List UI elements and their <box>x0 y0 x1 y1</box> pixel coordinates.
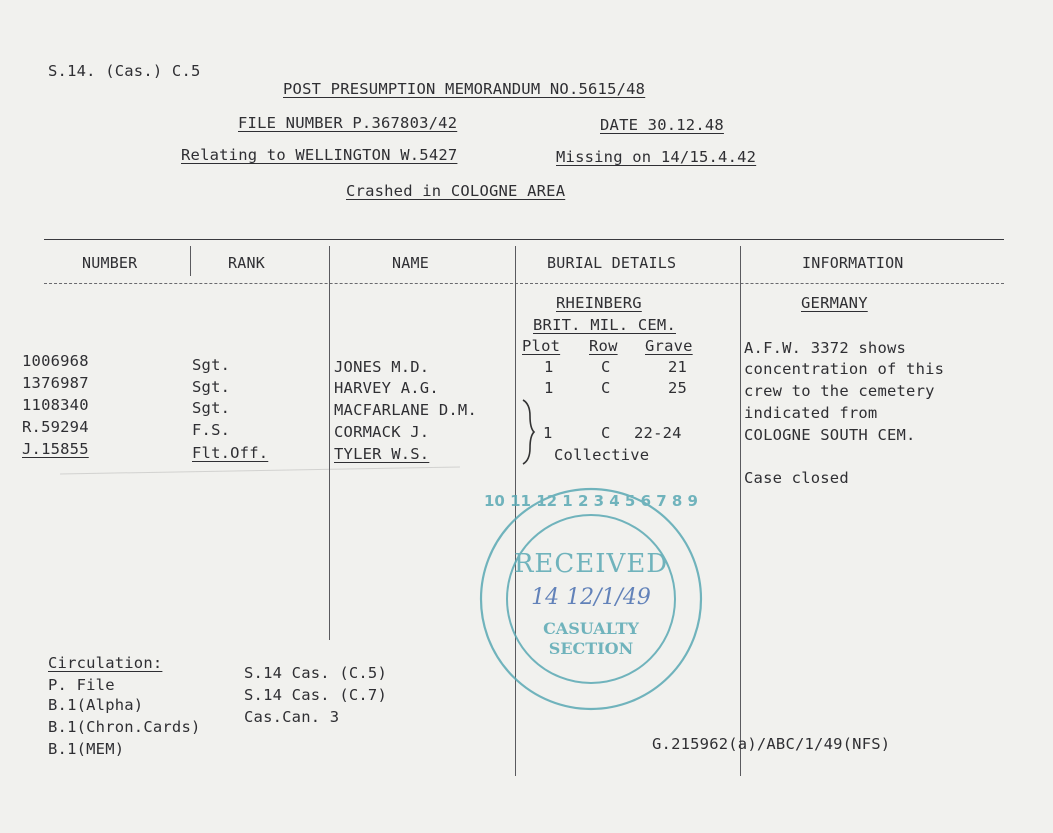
crew-name: CORMACK J. <box>334 423 430 441</box>
memo-title: POST PRESUMPTION MEMORANDUM NO.5615/48 <box>283 80 646 98</box>
crew-name: HARVEY A.G. <box>334 379 439 397</box>
stamp-dept-line2: SECTION <box>548 639 634 658</box>
rank: Sgt. <box>192 356 231 374</box>
service-number: 1376987 <box>22 374 89 392</box>
crew-name: TYLER W.S. <box>334 445 430 463</box>
subheader-grave: Grave <box>645 337 693 355</box>
grave: 25 <box>668 379 688 397</box>
circulation-item: P. File <box>48 676 115 694</box>
plot: 1 <box>544 379 554 397</box>
circulation-item: S.14 Cas. (C.7) <box>244 686 387 704</box>
stamp-dept-line1: CASUALTY <box>543 619 639 638</box>
plot: 1 <box>544 358 554 376</box>
stamp-ring: 10 11 12 1 2 3 4 5 6 7 8 9 <box>484 492 698 510</box>
table-top-rule <box>44 239 1004 240</box>
column-divider-1 <box>190 246 191 276</box>
aircraft-reference: Relating to WELLINGTON W.5427 <box>181 146 458 164</box>
reference-code: S.14. (Cas.) C.5 <box>48 62 201 80</box>
service-number: J.15855 <box>22 440 89 458</box>
info-line: indicated from <box>744 404 878 422</box>
crash-location: Crashed in COLOGNE AREA <box>346 182 566 200</box>
circulation-label: Circulation: <box>48 654 163 672</box>
paper-crease <box>60 467 460 475</box>
missing-date: Missing on 14/15.4.42 <box>556 148 757 166</box>
column-divider-2 <box>329 246 330 640</box>
rank: F.S. <box>192 421 231 439</box>
service-number: 1108340 <box>22 396 89 414</box>
subheader-row: Row <box>589 337 618 355</box>
file-number: FILE NUMBER P.367803/42 <box>238 114 458 132</box>
column-divider-4 <box>740 246 741 776</box>
memo-date: DATE 30.12.48 <box>600 116 724 134</box>
rank: Sgt. <box>192 378 231 396</box>
info-line: crew to the cemetery <box>744 382 935 400</box>
footer-reference: G.215962(a)/ABC/1/49(NFS) <box>652 735 891 753</box>
column-header-burial: BURIAL DETAILS <box>547 254 677 272</box>
info-country: GERMANY <box>801 294 868 312</box>
info-line: A.F.W. 3372 shows <box>744 339 907 357</box>
received-stamp <box>476 484 706 714</box>
row: C <box>601 379 611 397</box>
grave: 21 <box>668 358 688 376</box>
circulation-item: B.1(MEM) <box>48 740 125 758</box>
row: C <box>601 424 611 442</box>
stamp-received: RECEIVED <box>513 549 669 579</box>
rank: Flt.Off. <box>192 444 269 462</box>
crew-name: MACFARLANE D.M. <box>334 401 477 419</box>
stamp-date: 14 12/1/49 <box>531 585 651 610</box>
circulation-item: B.1(Chron.Cards) <box>48 718 201 736</box>
row: C <box>601 358 611 376</box>
burial-place: RHEINBERG <box>556 294 642 312</box>
crew-name: JONES M.D. <box>334 358 430 376</box>
burial-cemetery: BRIT. MIL. CEM. <box>533 316 676 334</box>
collective-note: Collective <box>554 446 650 464</box>
column-header-name: NAME <box>392 254 429 272</box>
info-line: concentration of this <box>744 360 945 378</box>
service-number: R.59294 <box>22 418 89 436</box>
column-header-rank: RANK <box>228 254 265 272</box>
collective-brace <box>520 398 536 466</box>
case-status: Case closed <box>744 469 849 487</box>
column-header-number: NUMBER <box>82 254 138 272</box>
circulation-item: S.14 Cas. (C.5) <box>244 664 387 682</box>
rank: Sgt. <box>192 399 231 417</box>
plot: 1 <box>543 424 553 442</box>
subheader-plot: Plot <box>522 337 561 355</box>
column-header-information: INFORMATION <box>802 254 904 272</box>
header-separator <box>44 283 1004 284</box>
circulation-item: Cas.Can. 3 <box>244 708 340 726</box>
service-number: 1006968 <box>22 352 89 370</box>
grave: 22-24 <box>634 424 682 442</box>
info-line: COLOGNE SOUTH CEM. <box>744 426 916 444</box>
circulation-item: B.1(Alpha) <box>48 696 144 714</box>
